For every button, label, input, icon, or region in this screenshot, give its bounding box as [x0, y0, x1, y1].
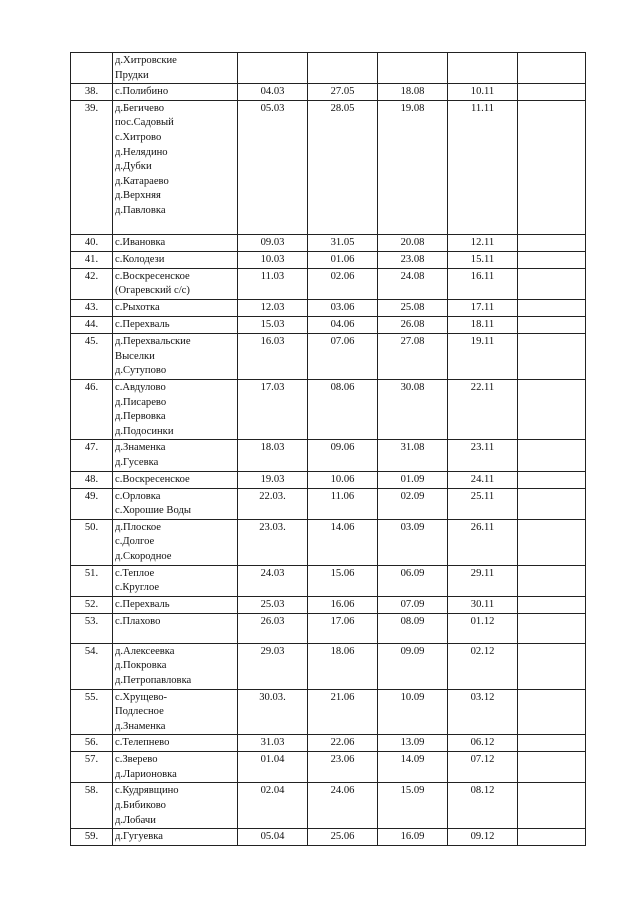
date-cell: 16.03 — [238, 333, 308, 379]
table-row — [71, 783, 586, 829]
date-cell: 09.03 — [238, 234, 308, 251]
date-cell: 09.09 — [378, 643, 448, 689]
table-row — [71, 379, 586, 439]
table-row — [71, 689, 586, 735]
date-cell: 08.09 — [378, 613, 448, 643]
settlement-name: д.Плоское — [115, 521, 161, 533]
empty-cell — [518, 643, 586, 689]
settlement-name: д.Первовка — [115, 411, 166, 423]
empty-cell — [518, 440, 586, 471]
settlement-cell — [113, 488, 238, 519]
date-cell: 14.09 — [378, 752, 448, 783]
settlement-cell — [113, 596, 238, 613]
date-cell: 11.11 — [448, 100, 518, 234]
settlement-cell — [113, 613, 238, 643]
row-number: 41. — [71, 251, 113, 268]
date-cell: 30.08 — [378, 379, 448, 439]
row-number: 47. — [71, 440, 113, 471]
row-number: 39. — [71, 100, 113, 234]
empty-cell — [518, 471, 586, 488]
date-cell: 21.06 — [308, 689, 378, 735]
settlement-name: с.Зверево — [115, 754, 158, 766]
date-cell: 01.09 — [378, 471, 448, 488]
settlement-name: д.Скородное — [115, 550, 172, 562]
settlement-name: д.Алексеевка — [115, 645, 175, 657]
date-cell: 09.12 — [448, 829, 518, 846]
date-cell: 15.06 — [308, 565, 378, 596]
empty-cell — [518, 379, 586, 439]
date-cell: 12.03 — [238, 299, 308, 316]
settlement-cell — [113, 829, 238, 846]
settlement-name: Подлесное — [115, 706, 164, 718]
date-cell: 04.06 — [308, 316, 378, 333]
empty-cell — [518, 234, 586, 251]
date-cell: 15.11 — [448, 251, 518, 268]
settlement-name: д.Верхняя — [115, 190, 161, 202]
date-cell: 24.11 — [448, 471, 518, 488]
settlement-name: д.Гусевка — [115, 456, 159, 468]
table-row — [71, 596, 586, 613]
settlement-cell — [113, 643, 238, 689]
date-cell: 27.08 — [378, 333, 448, 379]
empty-cell — [518, 829, 586, 846]
settlement-cell — [113, 565, 238, 596]
settlement-cell — [113, 783, 238, 829]
date-cell — [378, 53, 448, 84]
date-cell: 26.11 — [448, 519, 518, 565]
empty-cell — [518, 689, 586, 735]
date-cell: 18.11 — [448, 316, 518, 333]
settlement-cell — [113, 53, 238, 84]
date-cell: 15.03 — [238, 316, 308, 333]
table-row — [71, 100, 586, 234]
date-cell: 09.06 — [308, 440, 378, 471]
date-cell: 23.08 — [378, 251, 448, 268]
settlement-name: с.Полибино — [115, 86, 169, 98]
date-cell: 24.08 — [378, 268, 448, 299]
row-number: 54. — [71, 643, 113, 689]
row-number: 42. — [71, 268, 113, 299]
date-cell: 01.06 — [308, 251, 378, 268]
date-cell: 24.06 — [308, 783, 378, 829]
empty-cell — [518, 100, 586, 234]
settlement-cell — [113, 379, 238, 439]
date-cell: 17.03 — [238, 379, 308, 439]
settlement-name: д.Лобачи — [115, 814, 156, 826]
date-cell: 13.09 — [378, 735, 448, 752]
settlement-cell — [113, 471, 238, 488]
row-number: 48. — [71, 471, 113, 488]
row-number: 50. — [71, 519, 113, 565]
date-cell: 02.09 — [378, 488, 448, 519]
date-cell: 23.11 — [448, 440, 518, 471]
date-cell: 01.12 — [448, 613, 518, 643]
date-cell: 29.11 — [448, 565, 518, 596]
settlement-name: д.Покровка — [115, 660, 167, 672]
row-number: 38. — [71, 84, 113, 101]
settlement-name: с.Колодези — [115, 253, 165, 265]
settlement-name: с.Плахово — [115, 615, 161, 627]
date-cell: 15.09 — [378, 783, 448, 829]
date-cell: 25.08 — [378, 299, 448, 316]
settlement-name: с.Воскресенское — [115, 270, 190, 282]
row-number: 56. — [71, 735, 113, 752]
date-cell: 23.06 — [308, 752, 378, 783]
date-cell: 08.06 — [308, 379, 378, 439]
settlement-name: д.Павловка — [115, 204, 166, 216]
date-cell: 02.06 — [308, 268, 378, 299]
settlement-name: д.Перехвальские — [115, 335, 191, 347]
table-row — [71, 643, 586, 689]
date-cell — [448, 53, 518, 84]
date-cell: 24.03 — [238, 565, 308, 596]
settlement-name: с.Кудрявщино — [115, 785, 179, 797]
empty-cell — [518, 53, 586, 84]
row-number: 57. — [71, 752, 113, 783]
date-cell: 23.03. — [238, 519, 308, 565]
date-cell: 10.11 — [448, 84, 518, 101]
empty-cell — [518, 752, 586, 783]
date-cell: 16.09 — [378, 829, 448, 846]
empty-cell — [518, 488, 586, 519]
settlement-cell — [113, 100, 238, 234]
row-number: 58. — [71, 783, 113, 829]
settlement-name: д.Хитровские — [115, 55, 177, 66]
date-cell: 16.11 — [448, 268, 518, 299]
table-row — [71, 565, 586, 596]
settlement-name: д.Катараево — [115, 175, 169, 187]
date-cell: 25.11 — [448, 488, 518, 519]
table-row — [71, 251, 586, 268]
settlement-name: с.Хорошие Воды — [115, 505, 191, 517]
settlement-name: с.Воскресенское — [115, 473, 190, 485]
date-cell: 04.03 — [238, 84, 308, 101]
date-cell: 14.06 — [308, 519, 378, 565]
settlement-cell — [113, 251, 238, 268]
date-cell: 03.12 — [448, 689, 518, 735]
date-cell: 07.12 — [448, 752, 518, 783]
date-cell: 22.11 — [448, 379, 518, 439]
date-cell: 06.09 — [378, 565, 448, 596]
table-row — [71, 234, 586, 251]
date-cell: 17.06 — [308, 613, 378, 643]
date-cell: 25.06 — [308, 829, 378, 846]
schedule-table-body — [71, 53, 586, 846]
date-cell — [308, 53, 378, 84]
row-number: 44. — [71, 316, 113, 333]
row-number: 53. — [71, 613, 113, 643]
table-row — [71, 735, 586, 752]
settlement-name: д.Знаменка — [115, 442, 166, 454]
date-cell: 30.03. — [238, 689, 308, 735]
date-cell: 31.03 — [238, 735, 308, 752]
date-cell: 05.03 — [238, 100, 308, 234]
date-cell: 02.04 — [238, 783, 308, 829]
settlement-name: д.Гугуевка — [115, 831, 163, 843]
settlement-name: с.Перехваль — [115, 598, 170, 610]
settlement-cell — [113, 519, 238, 565]
settlement-name: с.Перехваль — [115, 318, 170, 330]
settlement-name: с.Авдулово — [115, 381, 166, 393]
settlement-name: (Огаревский с/с) — [115, 285, 190, 297]
empty-cell — [518, 596, 586, 613]
date-cell: 03.09 — [378, 519, 448, 565]
settlement-name: д.Петропавловка — [115, 674, 192, 686]
table-row — [71, 613, 586, 643]
empty-cell — [518, 735, 586, 752]
row-number: 55. — [71, 689, 113, 735]
settlement-cell — [113, 440, 238, 471]
date-cell: 01.04 — [238, 752, 308, 783]
empty-cell — [518, 613, 586, 643]
settlement-name: с.Телепнево — [115, 737, 170, 749]
date-cell: 22.06 — [308, 735, 378, 752]
empty-cell — [518, 84, 586, 101]
settlement-name: д.Нелядино — [115, 146, 168, 158]
schedule-table — [70, 52, 586, 846]
settlement-name: д.Ларионовка — [115, 768, 177, 780]
date-cell: 29.03 — [238, 643, 308, 689]
row-number: 43. — [71, 299, 113, 316]
date-cell: 10.06 — [308, 471, 378, 488]
date-cell: 06.12 — [448, 735, 518, 752]
date-cell: 25.03 — [238, 596, 308, 613]
date-cell: 08.12 — [448, 783, 518, 829]
row-number: 49. — [71, 488, 113, 519]
date-cell: 16.06 — [308, 596, 378, 613]
date-cell: 17.11 — [448, 299, 518, 316]
settlement-name: с.Теплое — [115, 567, 155, 579]
settlement-name: Выселки — [115, 350, 155, 362]
date-cell: 07.06 — [308, 333, 378, 379]
date-cell — [238, 53, 308, 84]
date-cell: 31.05 — [308, 234, 378, 251]
settlement-name: д.Сутупово — [115, 365, 167, 377]
settlement-name: д.Писарево — [115, 396, 167, 408]
date-cell: 31.08 — [378, 440, 448, 471]
settlement-name: с.Ивановка — [115, 236, 166, 248]
date-cell: 20.08 — [378, 234, 448, 251]
row-number: 51. — [71, 565, 113, 596]
settlement-name: д.Знаменка — [115, 720, 166, 732]
settlement-cell — [113, 234, 238, 251]
settlement-name: с.Хрущево- — [115, 691, 168, 703]
settlement-cell — [113, 268, 238, 299]
date-cell: 12.11 — [448, 234, 518, 251]
date-cell: 19.08 — [378, 100, 448, 234]
empty-cell — [518, 299, 586, 316]
settlement-cell — [113, 316, 238, 333]
empty-cell — [518, 519, 586, 565]
date-cell: 26.08 — [378, 316, 448, 333]
settlement-name: д.Бибиково — [115, 800, 166, 812]
table-row — [71, 829, 586, 846]
empty-cell — [518, 268, 586, 299]
date-cell: 07.09 — [378, 596, 448, 613]
table-row — [71, 268, 586, 299]
row-number: 45. — [71, 333, 113, 379]
settlement-name: с.Круглое — [115, 582, 160, 594]
table-row — [71, 316, 586, 333]
date-cell: 10.03 — [238, 251, 308, 268]
row-number: 40. — [71, 234, 113, 251]
table-row — [71, 752, 586, 783]
settlement-name: с.Хитрово — [115, 131, 162, 143]
date-cell: 28.05 — [308, 100, 378, 234]
date-cell: 10.09 — [378, 689, 448, 735]
empty-cell — [518, 316, 586, 333]
empty-cell — [518, 251, 586, 268]
empty-cell — [518, 565, 586, 596]
date-cell: 18.08 — [378, 84, 448, 101]
date-cell: 11.03 — [238, 268, 308, 299]
settlement-name: Прудки — [115, 69, 149, 81]
settlement-name: д.Бегичево — [115, 102, 165, 114]
date-cell: 30.11 — [448, 596, 518, 613]
date-cell: 05.04 — [238, 829, 308, 846]
empty-cell — [518, 333, 586, 379]
empty-cell — [518, 783, 586, 829]
table-row — [71, 299, 586, 316]
date-cell: 18.03 — [238, 440, 308, 471]
table-row — [71, 84, 586, 101]
settlement-cell — [113, 299, 238, 316]
settlement-cell — [113, 752, 238, 783]
table-row — [71, 471, 586, 488]
settlement-name: с.Рыхотка — [115, 301, 160, 313]
date-cell: 18.06 — [308, 643, 378, 689]
date-cell: 27.05 — [308, 84, 378, 101]
date-cell: 22.03. — [238, 488, 308, 519]
row-number: 46. — [71, 379, 113, 439]
settlement-name: пос.Садовый — [115, 117, 174, 129]
settlement-name: д.Дубки — [115, 161, 152, 173]
settlement-name: с.Орловка — [115, 490, 161, 502]
date-cell: 19.11 — [448, 333, 518, 379]
date-cell: 19.03 — [238, 471, 308, 488]
settlement-name: д.Подосинки — [115, 425, 174, 437]
table-row — [71, 519, 586, 565]
date-cell: 26.03 — [238, 613, 308, 643]
row-number: 59. — [71, 829, 113, 846]
date-cell: 03.06 — [308, 299, 378, 316]
table-row — [71, 440, 586, 471]
table-row — [71, 333, 586, 379]
settlement-cell — [113, 735, 238, 752]
row-number — [71, 53, 113, 84]
settlement-cell — [113, 689, 238, 735]
date-cell: 02.12 — [448, 643, 518, 689]
settlement-cell — [113, 84, 238, 101]
table-row — [71, 488, 586, 519]
settlement-cell — [113, 333, 238, 379]
date-cell: 11.06 — [308, 488, 378, 519]
row-number: 52. — [71, 596, 113, 613]
table-row — [71, 53, 586, 84]
settlement-name: с.Долгое — [115, 536, 155, 548]
